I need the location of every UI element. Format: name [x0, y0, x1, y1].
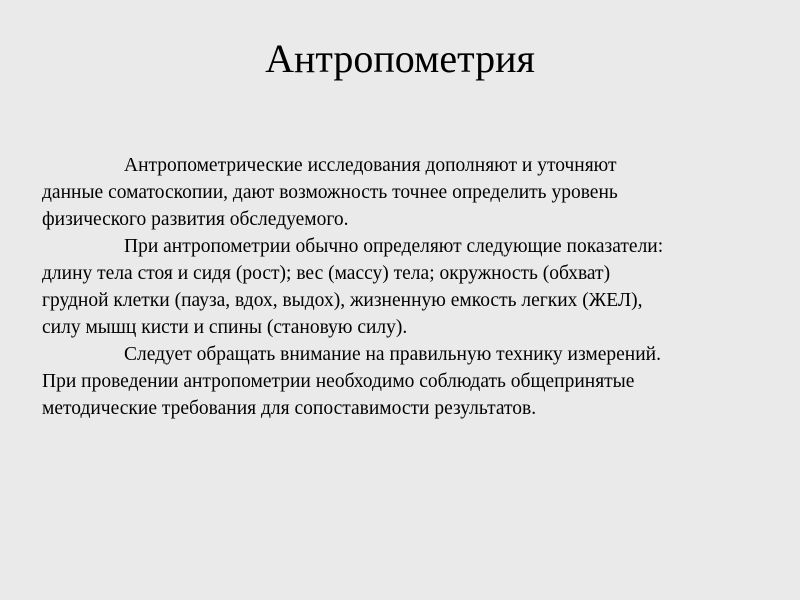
- paragraph-1: [42, 152, 762, 233]
- slide-body-text: [42, 152, 762, 422]
- paragraph-line: Антропометрические исследования дополняют и уточняют: [124, 155, 617, 176]
- paragraph-line: При антропометрии обычно определяют следующие показатели:: [124, 236, 664, 257]
- paragraph-line: физического развития обследуемого.: [42, 209, 349, 230]
- paragraph-line: Следует обращать внимание на правильную технику измерений.: [124, 344, 661, 365]
- paragraph-line: грудной клетки (пауза, вдох, выдох), жизненную емкость легких (ЖЕЛ),: [42, 290, 643, 311]
- slide-title: Антропометрия: [265, 36, 535, 81]
- paragraph-line: методические требования для сопоставимости результатов.: [42, 398, 537, 419]
- paragraph-3: [42, 341, 762, 422]
- paragraph-line: силу мышц кисти и спины (становую силу).: [42, 317, 408, 338]
- paragraph-line: данные соматоскопии, дают возможность точнее определить уровень: [42, 182, 618, 203]
- paragraph-2: [42, 233, 762, 341]
- paragraph-line: При проведении антропометрии необходимо соблюдать общепринятые: [42, 371, 635, 392]
- paragraph-line: длину тела стоя и сидя (рост); вес (массу) тела; окружность (обхват): [42, 263, 611, 284]
